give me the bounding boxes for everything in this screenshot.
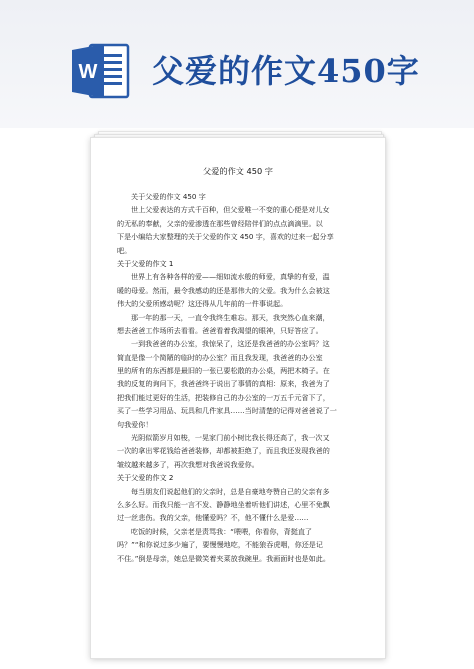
text-line: 简直是像一个简陋的临时的办公室？而且我发现，我爸爸的办公室 xyxy=(117,352,323,362)
text-line: 买了一些学习用品、玩具和几件家具……当时清楚的记得对爸爸说了一 xyxy=(117,406,337,416)
text-line: 不住。”倒是母亲，她总是微笑着夹菜放我碗里。我画面时也是如此。 xyxy=(117,553,330,563)
document-title: 父爱的作文 450 字 xyxy=(203,166,273,176)
section-heading: 关于父爱的作文 1 xyxy=(117,258,174,268)
word-logo-letter: W xyxy=(78,61,98,83)
text-line: 吗？”“和你说过多少遍了，要慢慢地吃，不能狼吞虎咽，你还是记 xyxy=(117,540,323,550)
text-line: 世上父爱表达的方式千百种，但父爱唯一不变的重心便是对儿女 xyxy=(131,205,330,215)
text-line: 吃饭的时候，父亲老是责骂我：“喂喂，你看你，背挺直了 xyxy=(131,526,313,536)
text-line: 关于父爱的作文 450 字 xyxy=(131,192,206,201)
document-body xyxy=(117,190,363,565)
text-line: 伟大的父爱所感动呢？这还得从几年前的一件事说起。 xyxy=(117,299,288,309)
section-heading: 关于父爱的作文 2 xyxy=(117,473,174,483)
text-line: 么多么好。而我只能一言不发、静静地坐着听他们讲述，心里不免飘 xyxy=(117,499,330,509)
text-line: 世界上有各种各样的爱——细如流水般的师爱，真挚的有爱，温 xyxy=(131,272,330,282)
text-line: 那一年的那一天，一直令我终生难忘。那天，我突然心血来潮， xyxy=(131,312,330,322)
text-line: 我的反复的询问下，我爸爸终于说出了事情的真相：原来，我爸为了 xyxy=(117,379,330,389)
text-line: 光阴似箭岁月如梭，一晃家门前小树比我长得还高了，我一次又 xyxy=(131,433,330,443)
text-line: 每当朋友们说起他们的父亲时，总是自豪地夸赞自己的父亲有多 xyxy=(131,486,330,496)
text-line: 一到我爸爸的办公室，我惊呆了，这还是我爸爸的办公室吗？这 xyxy=(131,339,330,349)
document-banner xyxy=(0,0,474,128)
word-document-icon xyxy=(70,40,132,102)
text-line: 的无私的奉献，父亲的爱渗透在那些曾经陪伴们的点点滴滴里。以 xyxy=(117,218,323,228)
text-line: 吧。 xyxy=(117,245,132,255)
text-line: 过一丝悲伤。我的父亲，他懂爱吗？不，他不懂什么是爱…… xyxy=(117,513,309,523)
text-line: 把我们能过更好的生活，把装修自己的办公室的一万五千元省下了， xyxy=(117,392,330,402)
text-line: 下是小编给大家整理的关于父爱的作文 450 字，喜欢的过来一起分享 xyxy=(117,232,334,242)
text-line: 里的所有的东西都是最旧的一张已要松散的办公桌，两把木椅子。在 xyxy=(117,366,330,376)
text-line: 暖的母爱。然而，最令我感动的还是那伟大的父爱。我为什么会被这 xyxy=(117,285,330,295)
text-line: 一次的拿出零花钱给爸爸装修，却都被拒绝了，而且我还发现我爸的 xyxy=(117,446,330,456)
text-line: 想去爸爸工作场所去看看。爸爸看着我渴望的眼神，只好答应了。 xyxy=(117,325,323,335)
banner-title: 父爱的作文450字 xyxy=(152,52,420,90)
document-page xyxy=(90,137,386,659)
text-line: 皱纹越来越多了，再次我想对我爸说我爱你。 xyxy=(117,459,259,469)
text-line: 句我爱你！ xyxy=(117,419,153,429)
